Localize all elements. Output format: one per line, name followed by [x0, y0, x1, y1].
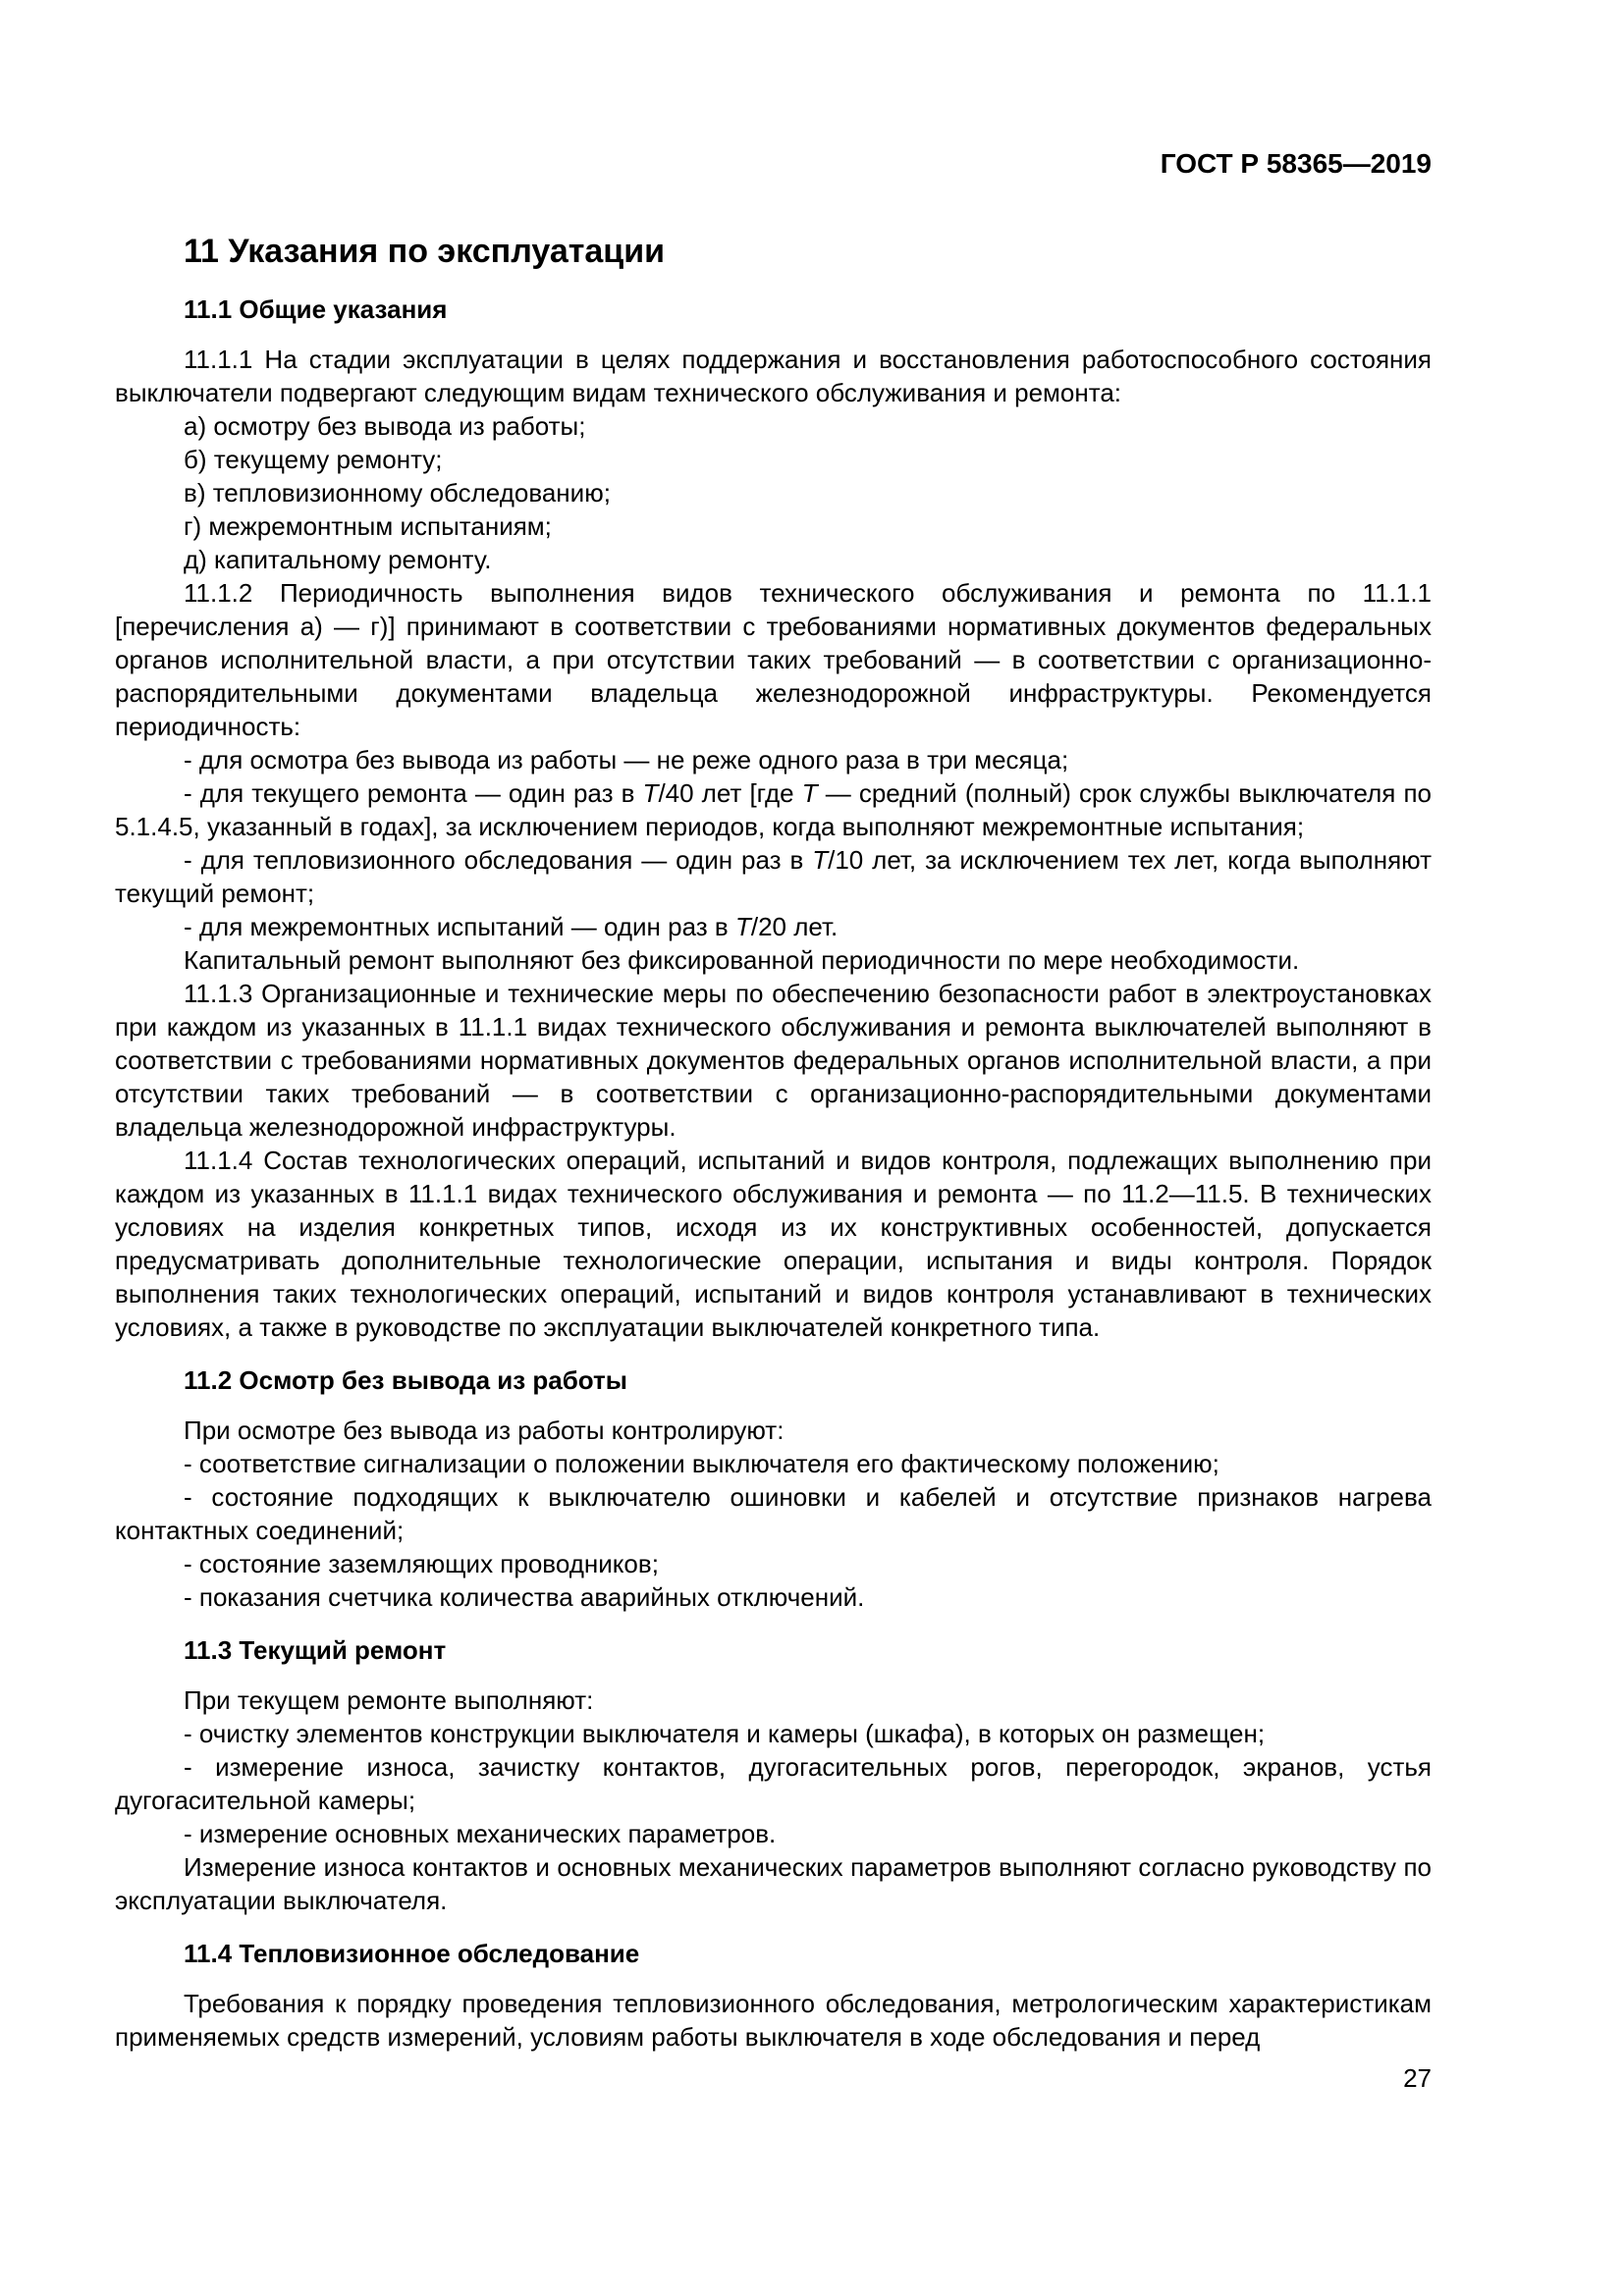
list-item: - для межремонтных испытаний — один раз в Т/20 лет.: [184, 912, 839, 941]
paragraph: Измерение износа контактов и основных механических параметров выполняют согласно руководству по эксплуатации выключателя.: [115, 1852, 1432, 1915]
document-content: [115, 230, 1432, 2054]
list-item: д) капитальному ремонту.: [184, 545, 492, 574]
list-item: - измерение износа, зачистку контактов, дугогасительных рогов, перегородок, экранов, устья дугогасительной камеры;: [115, 1752, 1432, 1815]
list-item: - измерение основных механических параметров.: [184, 1819, 777, 1848]
paragraph: 11.1.4 Состав технологических операций, испытаний и видов контроля, подлежащих выполнению при каждом из указанных в 11.1.1 видах технического обслуживания и ремонта — по 11.2—11.5. В технических условиях на изделия конкретных типов, исходя из их конструктивных особенностей, допускается предусматривать дополнительные технологические операции, испытания и виды контроля. Порядок выполнения таких технологических операций, испытаний и видов контроля устанавливают в технических условиях, а также в руководстве по эксплуатации выключателей конкретного типа.: [115, 1146, 1432, 1342]
list-item: г) межремонтным испытаниям;: [184, 511, 552, 541]
list-item: - для текущего ремонта — один раз в Т/40 лет [где Т — средний (полный) срок службы выключателя по 5.1.4.5, указанный в годах], за исключением периодов, когда выполняют межремонтные испытания;: [115, 778, 1432, 841]
list-item: а) осмотру без вывода из работы;: [184, 411, 586, 441]
paragraph: 11.1.3 Организационные и технические меры по обеспечению безопасности работ в электроустановках при каждом из указанных в 11.1.1 видах технического обслуживания и ремонта выключателей выполняют в соответствии с требованиями нормативных документов федеральных органов исполнительной власти, а при отсутствии таких требований — в соответствии с организационно-распорядительными документами владельца железнодорожной инфраструктуры.: [115, 979, 1432, 1142]
list-item: - состояние заземляющих проводников;: [184, 1549, 659, 1578]
paragraph: При осмотре без вывода из работы контролируют:: [184, 1415, 785, 1445]
list-item: б) текущему ремонту;: [184, 445, 443, 474]
list-item: - состояние подходящих к выключателю ошиновки и кабелей и отсутствие признаков нагрева контактных соединений;: [115, 1482, 1432, 1545]
document-code: ГОСТ Р 58365—2019: [1160, 148, 1432, 179]
list-item: - для осмотра без вывода из работы — не реже одного раза в три месяца;: [184, 745, 1069, 774]
paragraph: 11.1.1 На стадии эксплуатации в целях поддержания и восстановления работоспособного состояния выключатели подвергают следующим видам технического обслуживания и ремонта:: [115, 345, 1432, 407]
chapter-title: 11 Указания по эксплуатации: [184, 233, 665, 270]
page-number: 27: [1403, 2063, 1432, 2093]
paragraph: Требования к порядку проведения тепловизионного обследования, метрологическим характеристикам применяемых средств измерений, условиям работы выключателя в ходе обследования и перед: [115, 1989, 1432, 2052]
list-item: - соответствие сигнализации о положении выключателя его фактическому положению;: [184, 1449, 1219, 1478]
list-item: - показания счетчика количества аварийных отключений.: [184, 1582, 865, 1612]
section-heading-11-1: 11.1 Общие указания: [184, 294, 448, 324]
section-heading-11-4: 11.4 Тепловизионное обследование: [184, 1939, 640, 1968]
list-item: в) тепловизионному обследованию;: [184, 478, 611, 507]
paragraph: При текущем ремонте выполняют:: [184, 1685, 594, 1715]
list-item: - очистку элементов конструкции выключателя и камеры (шкафа), в которых он размещен;: [184, 1719, 1266, 1748]
section-heading-11-3: 11.3 Текущий ремонт: [184, 1635, 447, 1665]
list-item: - для тепловизионного обследования — один раз в Т/10 лет, за исключением тех лет, когда выполняют текущий ремонт;: [115, 845, 1432, 908]
section-heading-11-2: 11.2 Осмотр без вывода из работы: [184, 1365, 627, 1395]
paragraph: 11.1.2 Периодичность выполнения видов технического обслуживания и ремонта по 11.1.1 [перечисления а) — г)] принимают в соответствии с требованиями нормативных документов федеральных органов исполнительной власти, а при отсутствии таких требований — в соответствии с организационно-распорядительными документами владельца железнодорожной инфраструктуры. Рекомендуется периодичность:: [115, 578, 1432, 741]
paragraph: Капитальный ремонт выполняют без фиксированной периодичности по мере необходимости.: [184, 945, 1300, 975]
